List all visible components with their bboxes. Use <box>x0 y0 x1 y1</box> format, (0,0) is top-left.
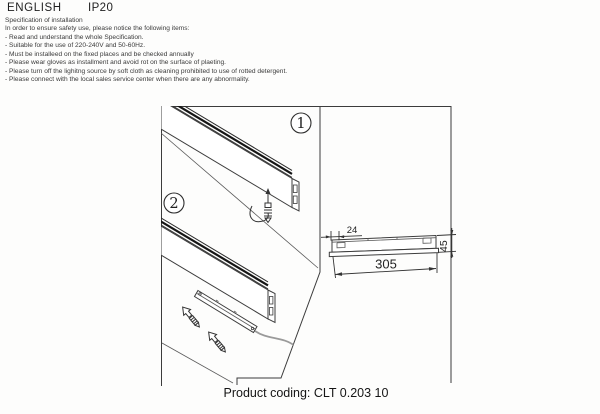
spec-item: - Read and understand the whole Specification. <box>5 33 144 41</box>
spec-item: - Suitable for the use of 220-240V and 50-60Hz. <box>5 42 146 50</box>
ip-rating-label: IP20 <box>88 2 114 14</box>
dim-24-label: 24 <box>346 225 358 236</box>
track-end-profile <box>292 179 299 212</box>
dim-45-label: 45 <box>438 240 450 252</box>
spec-intro: In order to ensure safety use, please notice the following items: <box>5 25 190 33</box>
spec-title: Specification of installation <box>5 16 83 24</box>
power-cable <box>255 331 295 346</box>
step2-badge <box>164 193 184 213</box>
spec-item: - Must be installeed on the fixed places and be checked annually <box>5 50 194 58</box>
spec-item: - Please turn off the lighitng source by soft cloth as cleaning prohibited to use of rotted detergent. <box>5 67 288 75</box>
language-label: ENGLISH <box>7 2 62 14</box>
track-end-profile <box>268 290 275 323</box>
dim-305-label: 305 <box>375 256 397 272</box>
spec-item: - Please wear gloves as installment and avoid rot on the surface of plaeting. <box>5 59 227 67</box>
product-coding-label: Product coding: CLT 0.203 10 <box>223 386 389 400</box>
step2-number: 2 <box>169 196 179 212</box>
step2-anchor-icon <box>205 329 229 355</box>
step1-number: 1 <box>296 116 306 132</box>
spec-item: - Please connect with the local sales service center when there are any abnormality. <box>5 76 250 84</box>
step1-track <box>150 85 299 211</box>
step2-anchor-icon <box>179 304 203 330</box>
step1-badge <box>291 113 311 133</box>
dimension-drawing <box>321 225 456 278</box>
step1-screw-icon <box>250 188 272 223</box>
